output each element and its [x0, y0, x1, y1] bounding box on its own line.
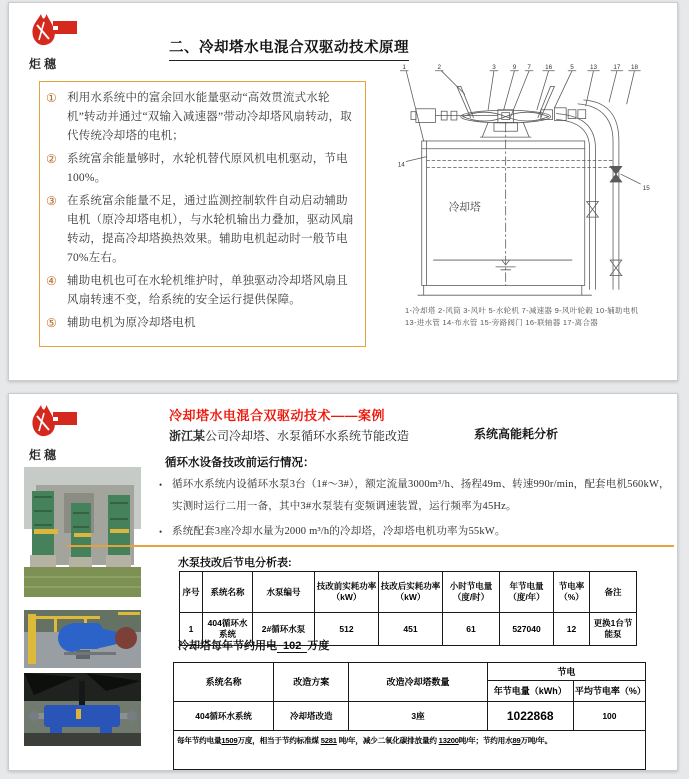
auxiliary-motor-photo	[24, 673, 141, 746]
group-header: 节电	[487, 663, 645, 681]
col-header: 节电率（%）	[554, 572, 590, 613]
col-header: 年节电量（kWh）	[487, 681, 573, 702]
col-header: 技改后实耗功率（kW）	[379, 572, 443, 613]
slide2-title: 冷却塔水电混合双驱动技术——案例	[169, 408, 386, 423]
diagram-callout: 13	[589, 63, 598, 71]
circulation-pump-photo	[24, 610, 141, 668]
footer-value: 89	[512, 736, 521, 745]
cell: 更换1台节能泵	[590, 613, 637, 646]
cell: 1022868	[487, 702, 573, 731]
bullet-text: 系统配套3座冷却水量为2000 m³/h的冷却塔，冷却塔电机功率为55kW。	[172, 526, 506, 537]
col-header: 备注	[590, 572, 637, 613]
circled-number: ①	[46, 91, 57, 105]
note-value: 102	[277, 640, 307, 653]
bullet-item	[159, 521, 675, 543]
diagram-callout: 5	[570, 63, 574, 71]
cell: 12	[554, 613, 590, 646]
footer-value: 13200	[438, 736, 459, 745]
subtitle-rest: 公司冷却塔、水泵循环水系统节能改造	[205, 429, 410, 443]
diagram-callout: 18	[630, 63, 639, 71]
subtitle-company: 浙江某	[169, 429, 206, 443]
footer-value: 5281	[320, 736, 337, 745]
slide1-title: 二、冷却塔水电混合双驱动技术原理	[169, 36, 409, 61]
diagram-callout: 3	[492, 63, 496, 71]
col-header: 年节电量（度/年）	[500, 572, 554, 613]
cell: 61	[443, 613, 500, 646]
diagram-callout: 16	[545, 63, 553, 71]
cell: 451	[379, 613, 443, 646]
principle-text: 在系统富余能量不足，通过监测控制软件自动启动辅助电机（原冷却塔电机），与水轮机输出力叠加，驱动风扇转动，提高冷却塔换热效果。辅助电机起动时一般节电70%左右。	[67, 195, 354, 264]
cell: 3座	[349, 702, 487, 731]
principle-text: 辅助电机也可在水轮机维护时，单独驱动冷却塔风扇且风扇转速不变，给系统的安全运行提供保障。	[67, 275, 348, 306]
cell: 404循环水系统	[174, 702, 274, 731]
bullet-icon: •	[159, 527, 163, 537]
col-header: 改造方案	[274, 663, 349, 702]
bullet-icon: •	[159, 480, 163, 490]
col-header: 小时节电量（度/时）	[443, 572, 500, 613]
slide2-subtitle	[169, 427, 409, 444]
orange-divider-line	[67, 545, 674, 547]
principle-item	[46, 89, 357, 146]
circled-number: ③	[46, 194, 57, 208]
cooling-tower-schematic	[391, 59, 675, 303]
table-footer-row	[174, 731, 646, 770]
principle-item	[46, 150, 357, 188]
pump-table-title: 水泵技改后节电分析表:	[178, 557, 292, 569]
diagram-callout: 17	[613, 63, 621, 71]
analysis-heading: 系统高能耗分析	[474, 427, 559, 441]
pump-savings-table	[179, 571, 637, 646]
cell: 100	[573, 702, 645, 731]
cell: 512	[315, 613, 379, 646]
diagram-callout: 14	[397, 161, 405, 169]
principle-text: 利用水系统中的富余回水能量驱动“高效贯流式水轮机”转动并通过“双输入减速器”带动冷却塔风扇转动，取代传统冷却塔的电机；	[67, 92, 353, 142]
brand-name: 炬穗	[29, 57, 60, 71]
diagram-callout: 7	[527, 63, 531, 71]
table-header-row	[180, 572, 637, 613]
col-header: 水泵编号	[253, 572, 315, 613]
flame-logo-icon	[29, 13, 81, 49]
circled-number: ②	[46, 152, 57, 166]
principle-text: 辅助电机为原冷却塔电机	[67, 317, 196, 329]
company-logo	[29, 13, 91, 72]
principle-text: 系统富余能量够时，水轮机替代原风机电机驱动，节电100%。	[67, 153, 348, 184]
col-header: 技改前实耗功率（kW）	[315, 572, 379, 613]
principle-item	[46, 272, 357, 310]
principle-item	[46, 192, 357, 268]
principles-box	[39, 81, 366, 347]
cell: 404循环水系统	[203, 613, 253, 646]
tower-label: 冷却塔	[448, 201, 481, 214]
cooling-tower-diagram	[391, 59, 681, 349]
cell: 冷却塔改造	[274, 702, 349, 731]
col-header: 系统名称	[174, 663, 274, 702]
col-header: 改造冷却塔数量	[349, 663, 487, 702]
cell: 527040	[500, 613, 554, 646]
circled-number: ④	[46, 274, 57, 288]
principle-item	[46, 314, 357, 333]
col-header: 序号	[180, 572, 203, 613]
col-header: 平均节电率（%）	[573, 681, 645, 702]
section-heading: 循环水设备技改前运行情况：	[165, 457, 315, 469]
bullet-item	[159, 474, 675, 518]
bullet-text: 循环水系统内设循环水泵3台（1#～3#），额定流量3000m³/h、扬程49m、转速990r/min，配套电机560kW，实测时运行二用一备，其中3#水泵装有变频调速装置，运行频率为45Hz。	[172, 479, 670, 512]
slide-technology-principle	[8, 2, 678, 381]
cell: 1	[180, 613, 203, 646]
diagram-callout: 1	[402, 63, 406, 71]
diagram-legend-line1: 1-冷却塔 2-风筒 3-风叶 5-水轮机 7-减速器 9-风叶轮毂 10-辅助电机	[405, 306, 639, 315]
brand-name: 炬穗	[29, 448, 60, 462]
diagram-callout: 15	[642, 184, 650, 192]
cell: 2#循环水泵	[253, 613, 315, 646]
circled-number: ⑤	[46, 316, 57, 330]
footer-value: 1509	[221, 736, 238, 745]
footer-summary: 每年节约电量1509万度，相当于节约标准煤 5281 吨/年，减少二氧化碳排放量约 13200吨/年；节约用水89万吨/年。	[174, 731, 646, 770]
retrofit-savings-table	[173, 662, 646, 770]
col-header: 系统名称	[203, 572, 253, 613]
bullet-list	[159, 474, 675, 546]
slide-case-study	[8, 393, 678, 771]
note-suffix: 万度	[307, 640, 330, 652]
company-logo	[29, 404, 91, 463]
note-prefix: 冷却塔每年节约用电	[178, 640, 277, 652]
annual-savings-note	[178, 637, 329, 653]
diagram-legend-line2: 13-进水管 14-布水管 15-旁路阀门 16-联轴器 17-离合器	[405, 318, 599, 327]
table-header-row	[174, 663, 646, 681]
table-row	[174, 702, 646, 731]
diagram-callout: 9	[512, 63, 517, 71]
flame-logo-icon	[29, 404, 81, 440]
diagram-callout: 2	[437, 63, 442, 71]
cooling-tower-site-photo	[24, 467, 141, 597]
